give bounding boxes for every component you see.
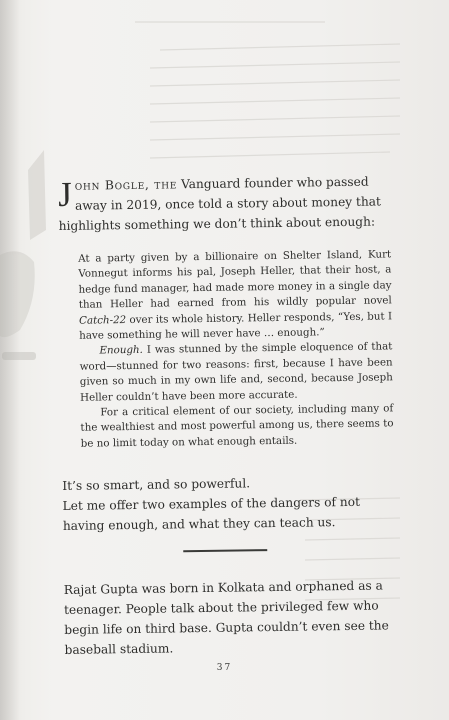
paragraph-gupta: Rajat Gupta was born in Kolkata and orphaned as a teenager. People talk about the privileged few who begin life on third base. Gupta couldn’t even see the baseball stadium.	[63, 578, 389, 657]
quote-paragraph-3: For a critical element of our society, including many of the wealthiest and most powerful among us, there seems to be no limit today on what enough entails.	[80, 402, 394, 450]
block-quote	[78, 247, 394, 452]
page-text-block	[58, 171, 401, 659]
opening-smallcaps: ohn Bogle, the	[74, 177, 178, 193]
gutter-shadow	[0, 0, 20, 720]
quote-p1-end: over its whole history. Heller responds, “Yes, but I have something he will never have … enough.”	[79, 309, 393, 342]
opening-text: Vanguard founder who passed away in 2019, once told a story about money that highlights something we don’t think about enough:	[58, 174, 382, 233]
quote-paragraph-1	[78, 247, 392, 344]
opening-paragraph	[58, 171, 395, 236]
quote-p2-italic: Enough.	[99, 344, 144, 357]
book-title: Catch-22	[78, 313, 127, 327]
paragraph-examples: Let me offer two examples of the dangers of not having enough, and what they can teach us.	[62, 495, 361, 534]
section-divider	[183, 549, 267, 551]
quote-p2-text: I was stunned by the simple eloquence of that word—stunned for two reasons: first, because I have been given so much in my own life and, second, because Joseph Heller couldn’t have been more accurate.	[79, 340, 393, 404]
quote-paragraph-2	[79, 340, 393, 406]
paragraph-smart: It’s so smart, and so powerful.	[62, 476, 251, 494]
page-number: 37	[216, 663, 233, 673]
drop-cap: J	[57, 174, 73, 214]
quote-p1-text: At a party given by a billionaire on Shelter Island, Kurt Vonnegut informs his pal, Joseph Heller, that their host, a hedge fund manager, had made more money in a single day than Heller had earned from his wildly popular novel	[78, 248, 392, 311]
